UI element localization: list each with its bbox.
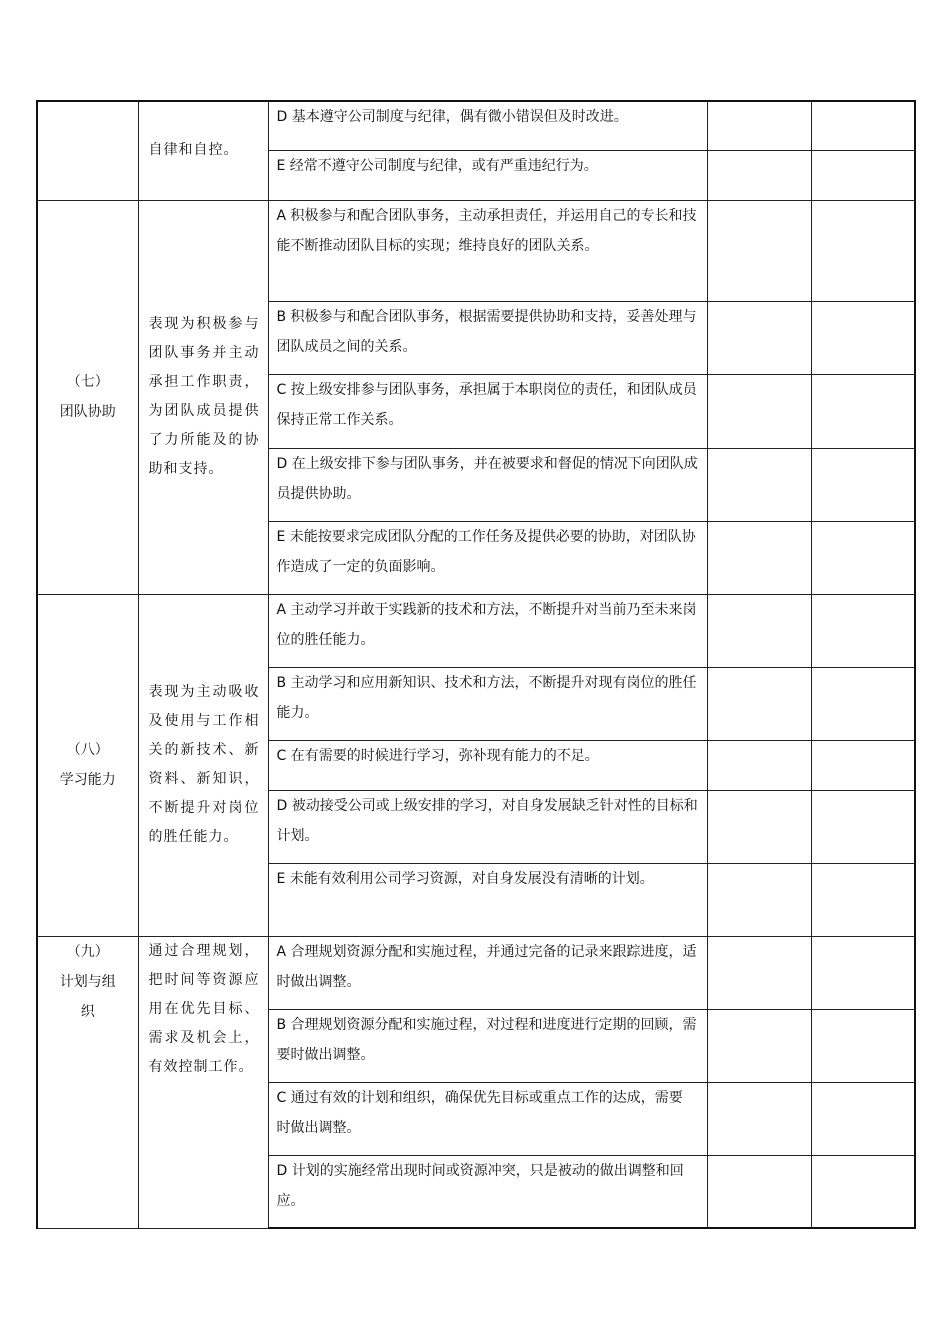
level-text: D 在上级安排下参与团队事务，并在被要求和督促的情况下向团队成员提供协助。: [276, 455, 698, 502]
item-number: （七）: [66, 374, 109, 390]
item-name: 计划与组织: [59, 973, 116, 1020]
level-text: E 未能按要求完成团队分配的工作任务及提供必要的协助，对团队协作造成了一定的负面影响。: [276, 528, 696, 575]
level-cell: [268, 594, 707, 667]
score-cell[interactable]: [707, 790, 811, 863]
level-cell: [268, 150, 707, 200]
level-cell: [268, 936, 707, 1009]
level-text: E 未能有效利用公司学习资源，对自身发展没有清晰的计划。: [276, 870, 654, 887]
score-cell[interactable]: [811, 594, 915, 667]
table-row: [37, 594, 915, 667]
score-cell[interactable]: [811, 667, 915, 740]
level-text: B 合理规划资源分配和实施过程，对过程和进度进行定期的回顾，需要时做出调整。: [276, 1016, 697, 1063]
score-cell[interactable]: [811, 1082, 915, 1155]
score-cell[interactable]: [811, 863, 915, 936]
level-text: C 通过有效的计划和组织，确保优先目标或重点工作的达成，需要 时做出调整。: [276, 1089, 697, 1136]
table-row: [37, 936, 915, 1009]
level-cell: [268, 374, 707, 448]
score-cell[interactable]: [811, 301, 915, 374]
item-name: 学习能力: [59, 772, 116, 788]
score-cell[interactable]: [811, 1155, 915, 1228]
level-cell: [268, 863, 707, 936]
score-cell[interactable]: [811, 374, 915, 448]
score-cell[interactable]: [707, 521, 811, 594]
score-cell[interactable]: [811, 740, 915, 790]
score-cell[interactable]: [811, 521, 915, 594]
score-cell[interactable]: [707, 150, 811, 200]
level-text: B 积极参与和配合团队事务，根据需要提供协助和支持，妥善处理与团队成员之间的关系。: [276, 308, 697, 355]
level-text: D 被动接受公司或上级安排的学习，对自身发展缺乏针对性的目标和计划。: [276, 797, 698, 844]
item-cell: [37, 200, 138, 594]
item-name: 团队协助: [59, 404, 116, 420]
level-cell: [268, 1009, 707, 1082]
score-cell[interactable]: [707, 1155, 811, 1228]
description-cell: [138, 936, 268, 1228]
level-cell: [268, 667, 707, 740]
score-cell[interactable]: [811, 200, 915, 301]
level-text: D 基本遵守公司制度与纪律，偶有微小错误但及时改进。: [276, 109, 628, 125]
score-cell[interactable]: [707, 374, 811, 448]
score-cell[interactable]: [811, 101, 915, 150]
score-cell[interactable]: [707, 448, 811, 521]
item-description: 表现为积极参与团队事务并主动承担工作职责，为团队成员提供了力所能及的协助和支持。: [148, 316, 260, 477]
item-cell: [37, 936, 138, 1228]
level-text: A 主动学习并敢于实践新的技术和方法，不断提升对当前乃至未来岗位的胜任能力。: [276, 601, 697, 648]
score-cell[interactable]: [707, 101, 811, 150]
description-cell: [138, 594, 268, 936]
level-text: B 主动学习和应用新知识、技术和方法，不断提升对现有岗位的胜任能力。: [276, 674, 697, 721]
score-cell[interactable]: [707, 301, 811, 374]
level-cell: [268, 790, 707, 863]
item-cell: [37, 594, 138, 936]
level-text: C 按上级安排参与团队事务，承担属于本职岗位的责任，和团队成员保持正常工作关系。: [276, 381, 697, 428]
description-cell: [138, 200, 268, 594]
score-cell[interactable]: [707, 1009, 811, 1082]
level-cell: [268, 1082, 707, 1155]
level-cell: [268, 1155, 707, 1228]
score-cell[interactable]: [811, 448, 915, 521]
evaluation-table: [36, 100, 916, 1229]
item-description: 自律和自控。: [148, 142, 239, 159]
score-cell[interactable]: [811, 936, 915, 1009]
score-cell[interactable]: [707, 594, 811, 667]
level-cell: [268, 200, 707, 301]
level-cell: [268, 101, 707, 150]
score-cell[interactable]: [811, 790, 915, 863]
level-text: A 积极参与和配合团队事务，主动承担责任，并运用自己的专长和技能不断推动团队目标的实现；维持良好的团队关系。: [276, 207, 697, 254]
score-cell[interactable]: [707, 936, 811, 1009]
score-cell[interactable]: [707, 1082, 811, 1155]
description-cell: [138, 101, 268, 200]
item-description: 表现为主动吸收及使用与工作相关的新技术、新资料、新知识，不断提升对岗位的胜任能力。: [148, 684, 260, 845]
score-cell[interactable]: [811, 1009, 915, 1082]
score-cell[interactable]: [707, 863, 811, 936]
level-cell: [268, 521, 707, 594]
level-text: D 计划的实施经常出现时间或资源冲突，只是被动的做出调整和回应。: [276, 1162, 684, 1209]
level-text: E 经常不遵守公司制度与纪律，或有严重违纪行为。: [276, 157, 598, 174]
score-cell[interactable]: [811, 150, 915, 200]
item-number: （八）: [66, 742, 109, 758]
level-cell: [268, 740, 707, 790]
level-text: C 在有需要的时候进行学习，弥补现有能力的不足。: [276, 747, 599, 764]
score-cell[interactable]: [707, 200, 811, 301]
score-cell[interactable]: [707, 740, 811, 790]
table-row: [37, 101, 915, 150]
item-cell: [37, 101, 138, 200]
item-number: （九）: [66, 943, 109, 960]
item-description: 通过合理规划，把时间等资源应用在优先目标、需求及机会上，有效控制工作。: [148, 942, 260, 1075]
score-cell[interactable]: [707, 667, 811, 740]
level-text: A 合理规划资源分配和实施过程，并通过完备的记录来跟踪进度，适时做出调整。: [276, 943, 697, 990]
level-cell: [268, 301, 707, 374]
level-cell: [268, 448, 707, 521]
table-row: [37, 200, 915, 301]
